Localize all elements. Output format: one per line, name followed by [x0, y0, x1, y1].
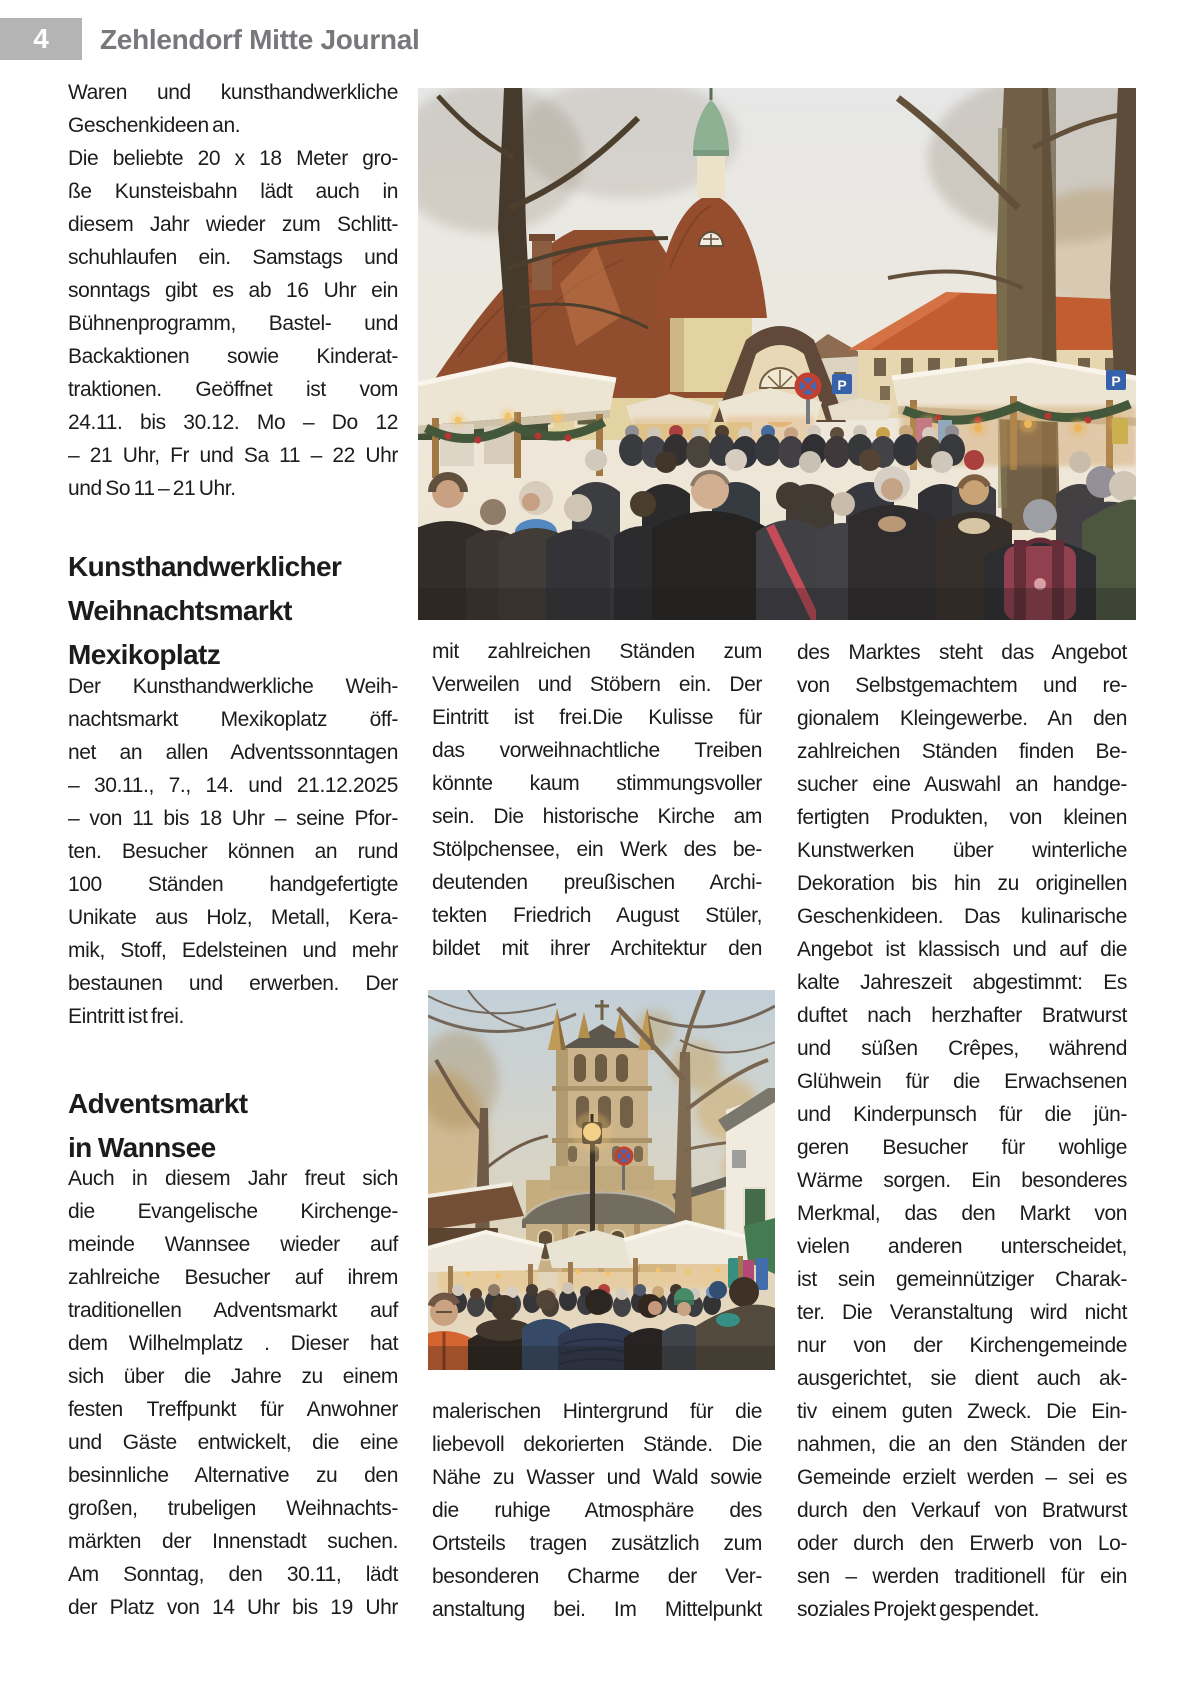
text-line: zahlreichen Ständen finden Be- [797, 740, 1127, 763]
text-line: und Gäste entwickelt, die eine [68, 1431, 398, 1454]
text-line: Der Kunsthandwerkliche Weih- [68, 675, 398, 698]
text-line: sich über die Jahre zu einem [68, 1365, 398, 1388]
text-line: ter. Die Veranstaltung wird nicht [797, 1301, 1127, 1324]
text-line: fertigten Produkten, von kleinen [797, 806, 1127, 829]
text-line: bestaunen und erwerben. Der [68, 972, 398, 995]
text-line: meinde Wannsee wieder auf [68, 1233, 398, 1256]
text-line: Auch in diesem Jahr freut sich [68, 1167, 398, 1190]
warm-tint-overlay [418, 88, 1136, 620]
text-line: und süßen Crêpes, während [797, 1037, 1127, 1060]
text-line: Weihnachtsmarkt [68, 595, 292, 627]
text-line: Verweilen und Stöbern ein. Der [432, 673, 762, 696]
page-number-box [0, 18, 82, 60]
text-line: kalte Jahreszeit abgestimmt: Es [797, 971, 1127, 994]
wannsee-paragraph-col2-bottom [432, 1395, 762, 1626]
text-line: soziales Projekt gespendet. [797, 1598, 1040, 1621]
text-line: traktionen. Geöffnet ist vom [68, 378, 398, 401]
heading-mexikoplatz [68, 545, 398, 677]
text-line: Am Sonntag, den 30.11, lädt [68, 1563, 398, 1586]
page-number: 4 [33, 23, 49, 54]
text-line: tiv einem guten Zweck. Die Ein- [797, 1400, 1127, 1423]
text-line: Glühwein für die Erwachsenen [797, 1070, 1127, 1093]
text-line: Waren und kunsthandwerkliche [68, 81, 398, 104]
text-line: sucher eine Auswahl an handge- [797, 773, 1127, 796]
text-line: Unikate aus Holz, Metall, Kera- [68, 906, 398, 929]
text-line: anstaltung bei. Im Mittelpunkt [432, 1598, 762, 1621]
text-line: duftet nach herzhafter Bratwurst [797, 1004, 1127, 1027]
text-line: ße Kunsteisbahn lädt auch in [68, 180, 398, 203]
text-line: Ortsteils tragen zusätzlich zum [432, 1532, 762, 1555]
text-line: märkten der Innenstadt suchen. [68, 1530, 398, 1553]
text-line: Geschenkideen. Das kulinarische [797, 905, 1127, 928]
text-line: Kunsthandwerklicher [68, 551, 342, 583]
text-line: Geschenkideen an. [68, 114, 241, 137]
text-line: malerischen Hintergrund für die [432, 1400, 762, 1423]
text-line: die ruhige Atmosphäre des [432, 1499, 762, 1522]
text-line: Gemeinde erzielt werden – sei es [797, 1466, 1127, 1489]
text-line: nachtsmarkt Mexikoplatz öff- [68, 708, 398, 731]
text-line: geren Besucher für wohlige [797, 1136, 1127, 1159]
text-line: sein. Die historische Kirche am [432, 805, 762, 828]
text-line: Wärme sorgen. Ein besonderes [797, 1169, 1127, 1192]
text-line: besonderen Charme der Ver- [432, 1565, 762, 1588]
text-line: durch den Verkauf von Bratwurst [797, 1499, 1127, 1522]
text-line: der Platz von 14 Uhr bis 19 Uhr [68, 1596, 398, 1619]
text-line: – 21 Uhr, Fr und Sa 11 – 22 Uhr [68, 444, 398, 467]
text-line: sonntags gibt es ab 16 Uhr ein [68, 279, 398, 302]
text-line: Dekoration bis hin zu originellen [797, 872, 1127, 895]
text-line: nur von der Kirchengemeinde [797, 1334, 1127, 1357]
text-line: und So 11 – 21 Uhr. [68, 477, 236, 500]
text-line: und Kinderpunsch für die jün- [797, 1103, 1127, 1126]
text-line: ist sein gemeinnütziger Charak- [797, 1268, 1127, 1291]
text-line: Eintritt ist frei. [68, 1005, 184, 1028]
church-photo-illustration [428, 990, 775, 1370]
text-line: vielen anderen unterscheidet, [797, 1235, 1127, 1258]
text-line: das vorweihnachtliche Treiben [432, 739, 762, 762]
text-line: des Marktes steht das Angebot [797, 641, 1127, 664]
text-line: Die beliebte 20 x 18 Meter gro- [68, 147, 398, 170]
text-line: zahlreiche Besucher auf ihrem [68, 1266, 398, 1289]
text-line: liebevoll dekorierten Stände. Die [432, 1433, 762, 1456]
text-line: traditionellen Adventsmarkt auf [68, 1299, 398, 1322]
svg-text:P: P [837, 377, 847, 393]
heading-wannsee [68, 1082, 398, 1170]
text-line: net an allen Adventssonntagen [68, 741, 398, 764]
intro-paragraph-2 [68, 142, 398, 505]
text-line: die Evangelische Kirchenge- [68, 1200, 398, 1223]
wannsee-paragraph-col3 [797, 636, 1127, 1626]
text-line: mik, Stoff, Edelsteinen und mehr [68, 939, 398, 962]
text-line: Stölpchensee, ein Werk des be- [432, 838, 762, 861]
wannsee-paragraph-col1 [68, 1162, 398, 1624]
svg-text:P: P [1111, 373, 1121, 389]
text-line: – 30.11., 7., 14. und 21.12.2025 [68, 774, 398, 797]
mexikoplatz-market-photo [418, 88, 1136, 620]
text-line: gionalem Kleingewerbe. An den [797, 707, 1127, 730]
text-line: ausgerichtet, sie dient auch ak- [797, 1367, 1127, 1390]
text-line: von Selbstgemachtem und re- [797, 674, 1127, 697]
warm-tint-overlay [428, 990, 775, 1370]
text-line: in Wannsee [68, 1132, 216, 1164]
text-line: Backaktionen sowie Kinderat- [68, 345, 398, 368]
text-line: bildet mit ihrer Architektur den [432, 937, 762, 960]
text-line: großen, trubeligen Weihnachts- [68, 1497, 398, 1520]
text-line: 24.11. bis 30.12. Mo – Do 12 [68, 411, 398, 434]
text-line: mit zahlreichen Ständen zum [432, 640, 762, 663]
text-line: könnte kaum stimmungsvoller [432, 772, 762, 795]
text-line: tekten Friedrich August Stüler, [432, 904, 762, 927]
wannsee-paragraph-col2-top [432, 635, 762, 965]
text-line: Adventsmarkt [68, 1088, 248, 1120]
text-line: dem Wilhelmplatz . Dieser hat [68, 1332, 398, 1355]
column-1-intro [68, 76, 398, 505]
wannsee-church-photo [428, 990, 775, 1370]
text-line: besinnliche Alternative zu den [68, 1464, 398, 1487]
text-line: 100 Ständen handgefertigte [68, 873, 398, 896]
journal-title: Zehlendorf Mitte Journal [100, 24, 420, 55]
mexikoplatz-paragraph [68, 670, 398, 1033]
text-line: ten. Besucher können an rund [68, 840, 398, 863]
text-line: oder durch den Erwerb von Lo- [797, 1532, 1127, 1555]
text-line: Merkmal, das den Markt von [797, 1202, 1127, 1225]
text-line: Mexikoplatz [68, 639, 221, 671]
text-line: Nähe zu Wasser und Wald sowie [432, 1466, 762, 1489]
text-line: sen – werden traditionell für ein [797, 1565, 1127, 1588]
intro-paragraph-1 [68, 76, 398, 142]
text-line: Eintritt ist frei.Die Kulisse für [432, 706, 762, 729]
text-line: diesem Jahr wieder zum Schlitt- [68, 213, 398, 236]
text-line: Kunstwerken über winterliche [797, 839, 1127, 862]
market-photo-illustration [418, 88, 1136, 620]
text-line: schuhlaufen ein. Samstags und [68, 246, 398, 269]
text-line: nahmen, die an den Ständen der [797, 1433, 1127, 1456]
text-line: festen Treffpunkt für Anwohner [68, 1398, 398, 1421]
text-line: Angebot ist klassisch und auf die [797, 938, 1127, 961]
text-line: deutenden preußischen Archi- [432, 871, 762, 894]
text-line: Bühnenprogramm, Bastel- und [68, 312, 398, 335]
text-line: – von 11 bis 18 Uhr – seine Pfor- [68, 807, 398, 830]
